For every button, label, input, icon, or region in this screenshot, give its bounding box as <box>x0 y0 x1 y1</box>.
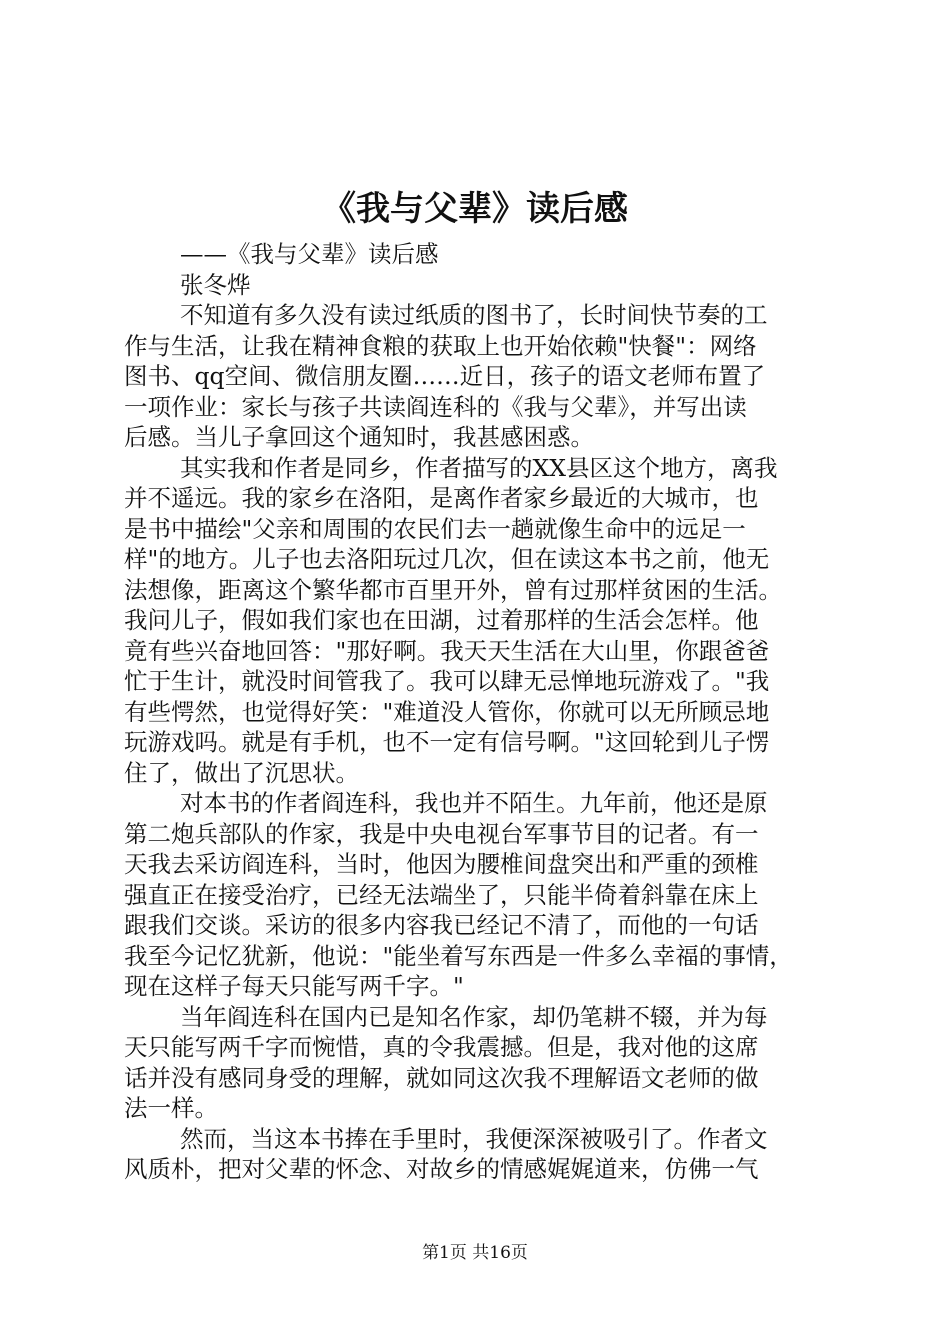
document-body <box>124 239 836 1185</box>
paragraph-lines <box>124 300 836 1185</box>
text-line: 竟有些兴奋地回答："那好啊。我天天生活在大山里，你跟爸爸 <box>124 636 770 665</box>
text-line: 天只能写两千字而惋惜，真的令我震撼。但是，我对他的这席 <box>124 1033 759 1061</box>
text-line: 忙于生计，就没时间管我了。我可以肆无忌惮地玩游戏了。"我 <box>124 667 770 695</box>
text-line: 我问儿子，假如我们家也在田湖，过着那样的生活会怎样。他 <box>124 606 759 634</box>
text-line: 我至今记忆犹新，他说："能坐着写东西是一件多么幸福的事情， <box>124 941 793 970</box>
text-line: 是书中描绘"父亲和周围的农民们去一趟就像生命中的远足一 <box>124 514 746 543</box>
text-line: 法想像，距离这个繁华都市百里开外，曾有过那样贫困的生活。 <box>124 575 782 604</box>
text-line: 后感。当儿子拿回这个通知时，我甚感困惑。 <box>124 423 594 451</box>
text-line: 法一样。 <box>124 1094 218 1122</box>
page-number-footer: 第1页 共16页 <box>422 1243 528 1263</box>
text-line: 一项作业：家长与孩子共读阎连科的《我与父辈》，并写出读 <box>124 392 747 421</box>
text-line: 对本书的作者阎连科，我也并不陌生。九年前，他还是原 <box>180 789 768 817</box>
text-line: 玩游戏吗。就是有手机，也不一定有信号啊。"这回轮到儿子愣 <box>124 728 770 756</box>
text-line: 跟我们交谈。采访的很多内容我已经记不清了，而他的一句话 <box>124 911 759 939</box>
text-line: 并不遥远。我的家乡在洛阳，是离作者家乡最近的大城市，也 <box>124 484 759 512</box>
text-line: 然而，当这本书捧在手里时，我便深深被吸引了。作者文 <box>180 1124 768 1153</box>
document-title: 《我与父辈》读后感 <box>322 189 628 229</box>
text-line: 风质朴，把对父辈的怀念、对故乡的情感娓娓道来，仿佛一气 <box>124 1155 759 1183</box>
text-line: 天我去采访阎连科，当时，他因为腰椎间盘突出和严重的颈椎 <box>124 850 759 878</box>
document-author: 张冬烨 <box>180 270 251 299</box>
text-line: 样"的地方。儿子也去洛阳玩过几次，但在读这本书之前，他无 <box>124 545 770 573</box>
document-subtitle: ——《我与父辈》读后感 <box>180 240 439 268</box>
text-line: 不知道有多久没有读过纸质的图书了，长时间快节奏的工 <box>180 301 768 329</box>
text-line: 强直正在接受治疗，已经无法端坐了，只能半倚着斜靠在床上 <box>124 880 759 909</box>
text-line: 图书、qq空间、微信朋友圈……近日，孩子的语文老师布置了 <box>124 362 766 390</box>
text-line: 第二炮兵部队的作家，我是中央电视台军事节目的记者。有一 <box>124 819 759 848</box>
text-line: 其实我和作者是同乡，作者描写的XX县区这个地方，离我 <box>180 453 778 482</box>
text-line: 作与生活，让我在精神食粮的获取上也开始依赖"快餐"：网络 <box>124 331 757 360</box>
text-line: 现在这样子每天只能写两千字。" <box>124 972 464 1000</box>
text-line: 话并没有感同身受的理解，就如同这次我不理解语文老师的做 <box>124 1063 759 1092</box>
text-line: 当年阎连科在国内已是知名作家，却仍笔耕不辍，并为每 <box>180 1002 768 1031</box>
text-line: 有些愕然，也觉得好笑："难道没人管你，你就可以无所顾忌地 <box>124 697 770 726</box>
text-line: 住了，做出了沉思状。 <box>124 758 359 787</box>
